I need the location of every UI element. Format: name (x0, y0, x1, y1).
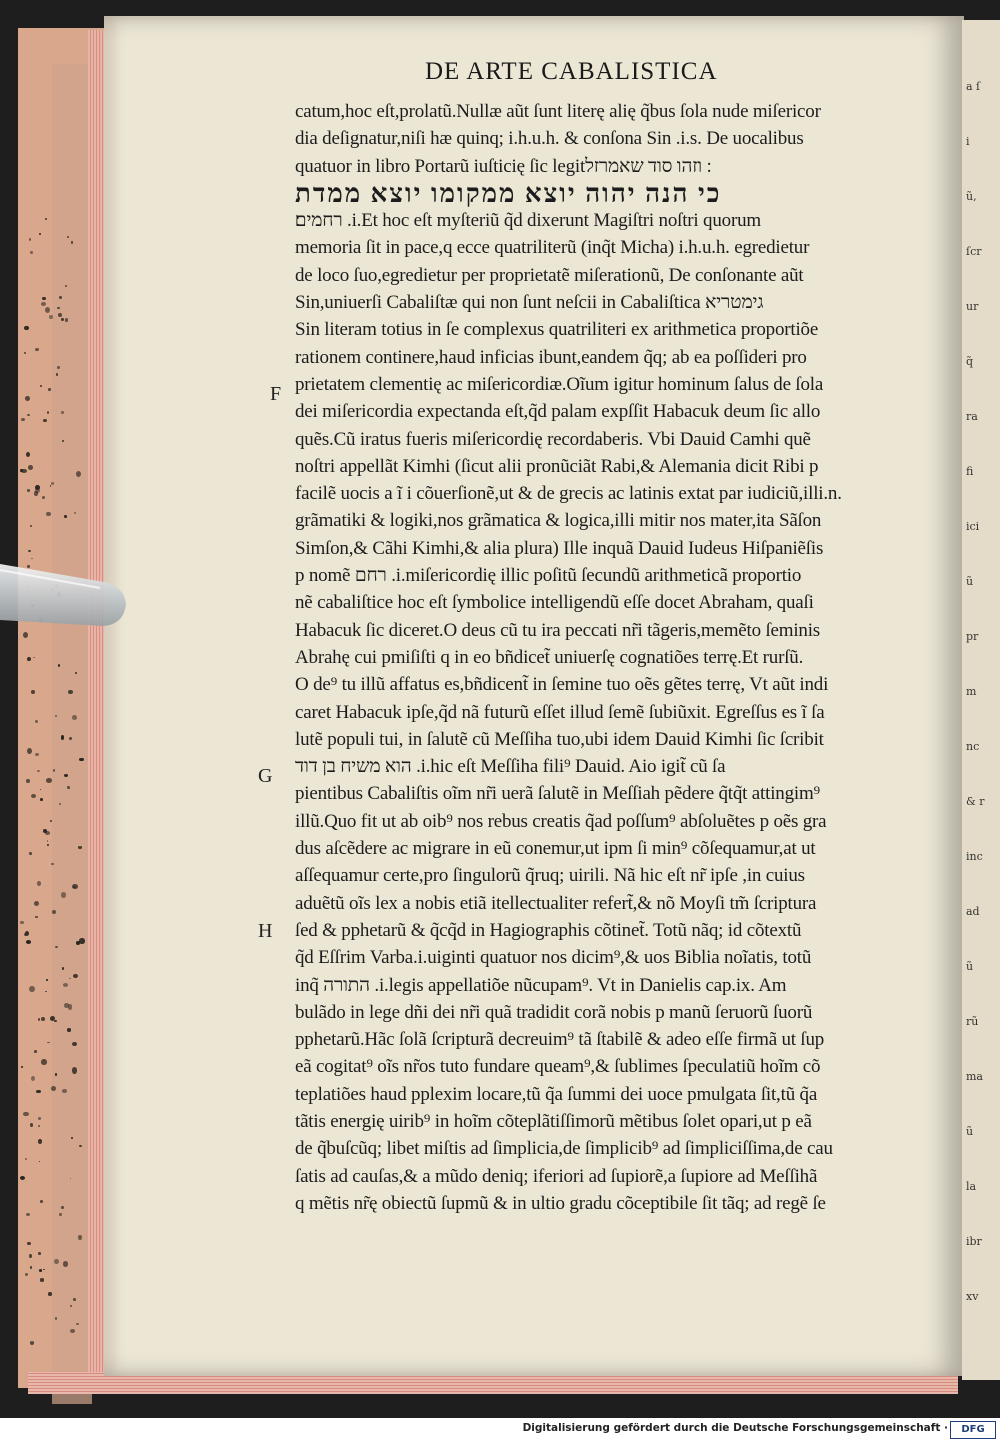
facing-page-text: rũ (966, 1015, 979, 1028)
text-line: O de⁹ tu illũ affatus es,bñdicent̃ in ſemine tuo oẽs gẽtes terrę, Vt aũt indi (295, 674, 829, 696)
dfg-logo: DFG (950, 1421, 996, 1439)
text-line: inq̃ התורה .i.legis appellatiõe nũcupam⁹. Vt in Danielis cap.ix. Am (295, 974, 787, 996)
facing-page-text: ma (966, 1070, 983, 1083)
text-line: teplatiões haud pplexim locare,tũ q̃a ſummi dei uoce pmulgata ſit,tũ q̃a (295, 1083, 818, 1105)
running-header: DE ARTE CABALISTICA (425, 58, 718, 85)
facing-page-text: ũ (966, 575, 974, 588)
facing-page-text: pr (966, 630, 979, 643)
facing-page-text: ad (966, 905, 980, 918)
text-line: כי הנה יהוה יוצא ממקומו יוצא ממדת (295, 179, 722, 208)
facing-page-text: ibr (966, 1235, 982, 1248)
text-line: rationem continere,haud inficias ibunt,eandem q̃q; ab ea poſſideri pro (295, 346, 807, 368)
text-line: Sin literam totius in ſe complexus quatriliteri ex arithmetica proportiõe (295, 319, 819, 341)
page-clip (0, 560, 128, 632)
text-line: noſtri appellãt Kimhi (ſicut alii pronũciãt Rabi,& Alemania dicit Ribi p (295, 455, 819, 477)
facing-page-text: xv (966, 1290, 979, 1303)
text-line: prietatem clementię ac miſericordiæ.Oĩum igitur hominum ſalus de ſola (295, 373, 824, 395)
margin-letter-f: F (270, 383, 282, 405)
text-line: aſſequamur certe,pro ſingulorũ q̃ruq; uirili. Nã hic eſt nr̃ ipſe ,in cuius (295, 865, 805, 887)
text-line: Habacuk ſic diceret.O deus cũ tu ira peccati nr̃i tãgeris,memẽto ſeminis (295, 619, 820, 641)
text-line: illũ.Quo fit ut ab oib⁹ nos rebus creatis q̃ad poſſum⁹ abſoluẽtes p oẽs gra (295, 810, 827, 832)
facing-page-text: la (966, 1180, 977, 1193)
text-line: ſatis ad cauſas,& a mũdo deniq; iferiori ad ſupiorẽ,a ſupiore ad Meſſihã (295, 1165, 818, 1187)
funding-notice: Digitalisierung gefördert durch die Deutsche Forschungsgemeinschaft · (522, 1422, 948, 1434)
facing-page-fragment (962, 20, 1000, 1380)
text-line: caret Habacuk ipſe,q̃d nã futurũ eſſet illud ſemẽ ſubiũxit. Egreſſus es ĩ ſa (295, 701, 825, 723)
facing-page-text: ũ (966, 960, 974, 973)
text-line: aduẽtũ oĩs lex a nobis etiã itellectualiter refert̃,& nõ Moyſi tm̃ ſcriptura (295, 892, 817, 914)
text-line: catum,hoc eſt,prolatũ.Nullæ aũt ſunt literę alię q̃bus ſola nude miſericor (295, 101, 821, 122)
facing-page-text: & r (966, 795, 985, 808)
text-line: quẽs.Cũ iratus fueris miſericordię recordaberis. Vbi Dauid Camhi quẽ (295, 428, 811, 450)
text-line: pientibus Cabaliſtis oĩm nr̃i uerã ſalutẽ in Meſſiah pẽdere q̃tq̃t attingim⁹ (295, 783, 820, 805)
text-line: de q̃buſcũq; libet miſtis ad ſimplicia,de ſimplicib⁹ ad ſimpliciſſima,de cau (295, 1138, 833, 1160)
text-line: dia deſignatur,niſi hæ quinq; i.h.u.h. & conſona Sin .i.s. De uocalibus (295, 128, 804, 150)
text-line: dus aſcẽdere ac migrare in eũ conemur,ut ipm ſi min⁹ cõſequamur,at ut (295, 838, 816, 860)
text-line: nẽ cabaliſtice hoc eſt ſymbolice intelligendũ eſſe docet Abraham, quaſi (295, 592, 814, 614)
facing-page-text: q̃ (966, 355, 974, 368)
text-line: facilẽ uocis a ĩ i cõuerſionẽ,ut & de grecis ac latinis extat par iudiciũ,illi.n. (295, 483, 842, 505)
text-line: bulãdo in lege dñi dei nr̃i quã tradidit corã nobis p manũ ſeruorũ ſuorũ (295, 1001, 813, 1023)
text-line: memoria ſit in pace,q ecce quatriliterũ (inq̃t Micha) i.h.u.h. egredietur (295, 237, 810, 259)
facing-page-text: ur (966, 300, 979, 313)
margin-letter-g: G (258, 765, 273, 787)
text-line: tãtis energię uirib⁹ in hoĩm cõteplãtiſſimorũ mẽtibus ſolet opari,ut p eã (295, 1110, 812, 1132)
facing-page-text: i (966, 135, 970, 148)
text-line: lutẽ populi tui, in ſalutẽ cũ Meſſiha tuo,ubi idem Dauid Kimhi ſic ſcribit (295, 728, 824, 750)
facing-page-text: ſcr (966, 245, 982, 258)
footer-bar (0, 1418, 1000, 1442)
facing-page-text: m (966, 685, 977, 698)
facing-page-text: ra (966, 410, 978, 423)
facing-page-text: a ſ (966, 80, 981, 93)
body-text (295, 98, 915, 1217)
text-line: de loco ſuo,egredietur per proprietatẽ miſerationũ, De conſonante aũt (295, 264, 804, 286)
text-line: quatuor in libro Portarũ iuſticię ſic legit׃ וזהו סוד שאמרזל (295, 155, 707, 177)
text-line: pphetarũ.Hãc ſolã ſcripturã decreuim⁹ tã ſtabilẽ & adeo eſſe firmã ut ſup (295, 1029, 825, 1051)
text-line: Sin,uniuerſi Cabaliſtæ qui non ſunt neſcii in Cabaliſtica גימטריא (295, 292, 764, 314)
margin-letter-h: H (258, 920, 273, 942)
text-line: grãmatiki & logiki,nos grãmatica & logica,illi mitir nos mater,ita Sãſon (295, 510, 822, 532)
text-line: eã cogitat⁹ oĩs nr̃os tuto fundare queam⁹,& ſublimes ſpeculatiũ hoĩm cõ (295, 1056, 821, 1078)
facing-page-text: nc (966, 740, 980, 753)
facing-page-text: ũ (966, 1125, 974, 1138)
facing-page-text: fi (966, 465, 974, 478)
facing-page-text: inc (966, 850, 983, 863)
text-line: ſed & pphetarũ & q̃cq̃d in Hagiographis cõtinet̃. Totũ nãq; id cõtextũ (295, 919, 802, 941)
text-line: dei miſericordia expectanda eſt,q̃d palam expſſit Habacuk deum ſic allo (295, 401, 821, 423)
text-line: Simſon,& Cãhi Kimhi,& alia plura) Ille inquã Dauid Iudeus Hiſpaniẽſis (295, 537, 824, 559)
text-line: רחמים׃ .i.Et hoc eſt myſteriũ q̃d dixerunt Magiſtri noſtri quorum (295, 210, 761, 232)
text-line: p nomẽ רחם .i.miſericordię illic poſitũ ſecundũ arithmeticã proportio (295, 565, 802, 587)
facing-page-text: ici (966, 520, 980, 533)
text-line: Abrahę cui pmiſiſti q in eo bñdicet̃ uniuerſę cognatiões terrę.Et rurſũ. (295, 646, 804, 668)
text-line: q̃d Eſſrim Varba.i.uiginti quatuor nos dicim⁹,& uos Biblia noĩatis, totũ (295, 947, 812, 969)
text-line: הוא משיח בן דוד .i.hic eſt Meſſiha fili⁹ Dauid. Aio igit̃ cũ ſa (295, 756, 726, 778)
text-line: q mẽtis nr̃ę obiectũ ſupmũ & in ultio gradu cõceptibile ſit tãq; ad regẽ ſe (295, 1192, 826, 1214)
facing-page-text: ũ, (966, 190, 977, 203)
